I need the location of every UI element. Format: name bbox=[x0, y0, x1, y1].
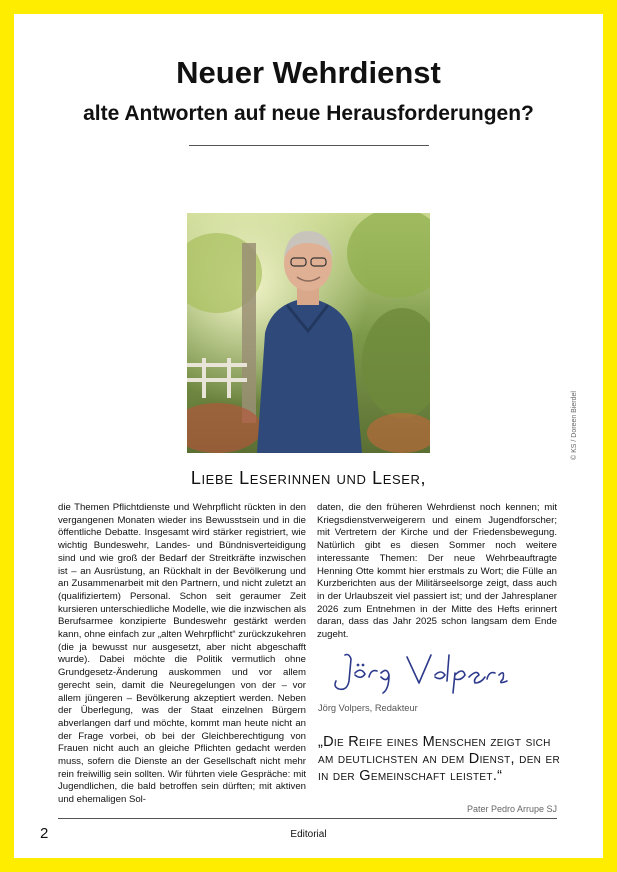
pull-quote: „Die Reife eines Menschen zeigt sich am deutlichsten an dem Dienst, den er in der Gemeinschaft leistet.“ bbox=[318, 734, 561, 784]
photo-credit: © KS / Doreen Bierdel bbox=[571, 391, 578, 460]
title-divider bbox=[189, 145, 429, 146]
greeting-heading: Liebe Leserinnen und Leser, bbox=[190, 468, 427, 488]
handwritten-signature bbox=[327, 647, 527, 697]
page-subtitle: alte Antworten auf neue Herausforderungen? bbox=[83, 102, 534, 125]
body-text-left: die Themen Pflichtdienste und Wehrpflicht rückten in den vergangenen Monaten wieder ins Bewusstsein und in die öffentliche Debatte. Insgesamt wird stärker registriert, wie wichtig Bundeswehr, Landes- und Bündnisverteidigung sind und wie groß der Bedarf der Streitkräfte inzwischen ist – an Ausrüstung, an Rückhalt in der Bevölkerung und an Zusammenarbeit mit den Partnern, und nicht zuletzt an (qualifiziertem) Personal. Schon seit geraumer Zeit kursieren unterschiedliche Modelle, wie die inzwischen als Berufsarmee konzipierte Bundeswehr gestärkt werden kann, ohne einfach zur „alten Wehrpflicht“ zurückzukehren (die ja bewusst nur ausgesetzt, aber nicht abgeschafft wurde). Dabei möchte die Politik vermutlich ohne Grundgesetz-Änderung auskommen und vor allem gerecht sein, damit die Neuregelungen von der – vor allem jüngeren – Bevölkerung akzeptiert werden. Neben der Überlegung, was der Staat einzelnen Bürgern abverlangen darf und möchte, kommt man heute nicht an der Frage vorbei, ob bei der Gleichberechtigung von Frauen nicht auch an gleiche Pflichten gedacht werden muss, sofern die Dienste an der Gesellschaft nicht mehr rein freiwillig sein sollten. Wir führten viele Gespräche: mit Jugendlichen, die bald betroffen sein dürften; mit aktiven und ehemaligen Sol- bbox=[58, 502, 306, 806]
author-photo bbox=[187, 213, 430, 453]
section-label: Editorial bbox=[290, 829, 327, 840]
page-title: Neuer Wehrdienst bbox=[176, 55, 441, 90]
body-column-right bbox=[317, 502, 557, 642]
footer-divider bbox=[58, 818, 557, 819]
signature-name: Jörg Volpers, Redakteur bbox=[318, 703, 418, 713]
page-number: 2 bbox=[40, 825, 49, 842]
body-text-right: daten, die den früheren Wehrdienst noch kennen; mit Kriegsdienstverweigerern und einem Jugendforscher; mit Vertretern der Kirche und der Friedensbewegung. Natürlich gibt es diesen Sommer noch weitere interessante Themen: Der neue Wehrbeauftragte Henning Otte kommt hier erstmals zu Wort; die Fülle an Kurzberichten aus der Militärseelsorge zeigt, dass auch in der Urlaubszeit viel passiert ist; und der Jahresplaner 2026 zum Entnehmen in der Mitte des Hefts erinnert daran, dass das Jahr 2025 schon langsam dem Ende zugeht. bbox=[317, 502, 557, 641]
quote-author: Pater Pedro Arrupe SJ bbox=[466, 804, 557, 814]
magazine-page bbox=[14, 14, 603, 858]
body-column-left bbox=[58, 502, 306, 807]
